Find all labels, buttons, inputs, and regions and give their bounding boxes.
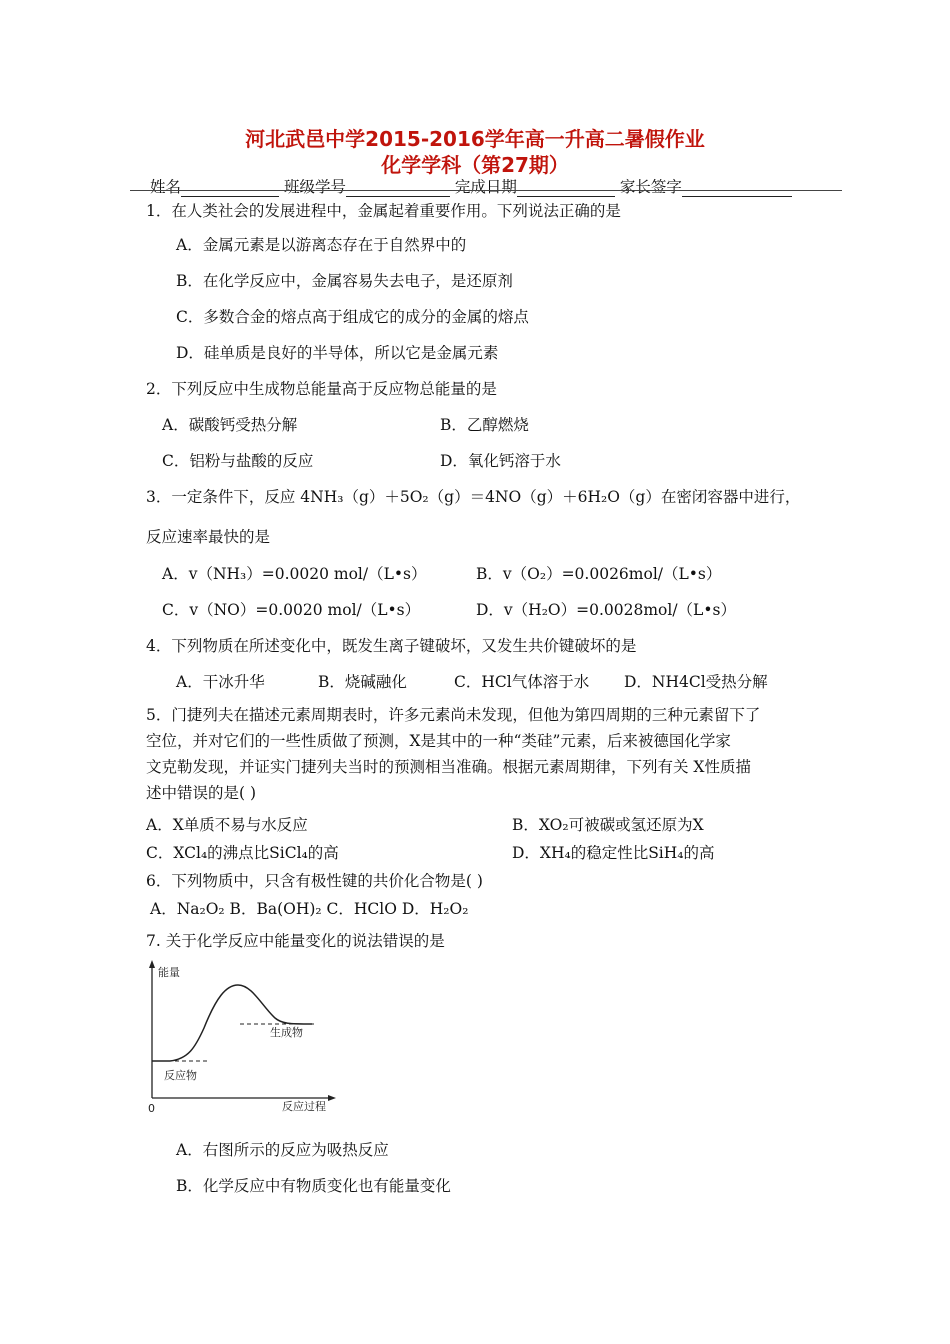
q7-option-b[interactable]: B．化学反应中有物质变化也有能量变化 <box>176 1177 451 1195</box>
date-field-label: 完成日期 <box>454 178 517 196</box>
q3-option-d[interactable]: D．v（H₂O）=0.0028mol/（L•s） <box>476 601 736 619</box>
name-field-blank[interactable] <box>181 180 279 197</box>
q1-option-a[interactable]: A．金属元素是以游离态存在于自然界中的 <box>176 236 467 254</box>
q4-option-c[interactable]: C．HCl气体溶于水 <box>454 673 590 691</box>
q5-option-b[interactable]: B．XO₂可被碳或氢还原为X <box>512 816 704 834</box>
question-7-stem: 7. 关于化学反应中能量变化的说法错误的是 <box>146 932 445 950</box>
question-5-stem-line3: 文克勒发现，并证实门捷列夫当时的预测相当准确。根据元素周期律，下列有关 X性质描 <box>146 758 751 776</box>
q7-option-a[interactable]: A．右图所示的反应为吸热反应 <box>176 1141 389 1159</box>
student-info-row <box>150 175 792 197</box>
class-field-blank[interactable] <box>346 180 450 197</box>
parent-sign-label: 家长签字 <box>619 178 682 196</box>
q6-options[interactable]: A．Na₂O₂ B．Ba(OH)₂ C．HClO D．H₂O₂ <box>150 900 469 918</box>
q5-option-c[interactable]: C．XCl₄的沸点比SiCl₄的高 <box>146 844 339 862</box>
origin-label: 0 <box>148 1102 155 1115</box>
header-rule <box>130 190 842 191</box>
question-6-stem: 6．下列物质中，只含有极性键的共价化合物是( ) <box>146 872 483 890</box>
energy-curve <box>152 985 312 1061</box>
q1-option-b[interactable]: B．在化学反应中，金属容易失去电子，是还原剂 <box>176 272 513 290</box>
x-axis-arrow-icon <box>328 1095 336 1101</box>
q1-option-d[interactable]: D．硅单质是良好的半导体，所以它是金属元素 <box>176 344 499 362</box>
q1-option-c[interactable]: C．多数合金的熔点高于组成它的成分的金属的熔点 <box>176 308 529 326</box>
product-label: 生成物 <box>270 1026 303 1039</box>
question-5-stem-line1: 5．门捷列夫在描述元素周期表时，许多元素尚未发现，但他为第四周期的三种元素留下了 <box>146 706 761 724</box>
page-subtitle: 化学学科（第27期） <box>381 153 569 177</box>
question-3-stem-line2: 反应速率最快的是 <box>146 528 271 546</box>
q5-option-d[interactable]: D．XH₄的稳定性比SiH₄的高 <box>512 844 715 862</box>
q4-option-b[interactable]: B．烧碱融化 <box>318 673 407 691</box>
q3-option-b[interactable]: B．v（O₂）=0.0026mol/（L•s） <box>476 565 722 583</box>
page-title: 河北武邑中学2015-2016学年高一升高二暑假作业 <box>245 127 705 151</box>
q2-option-b[interactable]: B．乙醇燃烧 <box>440 416 529 434</box>
question-5-stem-line4: 述中错误的是( ) <box>146 784 257 802</box>
q3-option-a[interactable]: A．v（NH₃）=0.0020 mol/（L•s） <box>162 565 427 583</box>
class-field-label: 班级学号 <box>283 178 346 196</box>
q2-option-a[interactable]: A．碳酸钙受热分解 <box>162 416 298 434</box>
q5-option-a[interactable]: A．X单质不易与水反应 <box>146 816 308 834</box>
y-axis-arrow-icon <box>149 960 155 968</box>
q4-option-a[interactable]: A．干冰升华 <box>176 673 265 691</box>
q2-option-d[interactable]: D．氧化钙溶于水 <box>440 452 561 470</box>
q4-option-d[interactable]: D．NH4Cl受热分解 <box>624 673 768 691</box>
question-2-stem: 2．下列反应中生成物总能量高于反应物总能量的是 <box>146 380 497 398</box>
question-3-stem-line1: 3．一定条件下，反应 4NH₃（g）＋5O₂（g）＝4NO（g）＋6H₂O（g）在密闭容器中进行， <box>146 488 801 506</box>
parent-sign-blank[interactable] <box>682 180 792 197</box>
question-5-stem-line2: 空位，并对它们的一些性质做了预测，X是其中的一种“类硅”元素，后来被德国化学家 <box>146 732 731 750</box>
date-field-blank[interactable] <box>517 180 615 197</box>
y-axis-label: 能量 <box>158 966 180 979</box>
x-axis-label: 反应过程 <box>282 1100 326 1113</box>
question-4-stem: 4．下列物质在所述变化中，既发生离子键破坏，又发生共价键破坏的是 <box>146 637 637 655</box>
q3-option-c[interactable]: C．v（NO）=0.0020 mol/（L•s） <box>162 601 421 619</box>
energy-diagram <box>140 958 340 1118</box>
reactant-label: 反应物 <box>164 1069 197 1082</box>
name-field-label: 姓名 <box>150 178 182 196</box>
question-1-stem: 1．在人类社会的发展进程中，金属起着重要作用。下列说法正确的是 <box>146 202 621 220</box>
q2-option-c[interactable]: C．铝粉与盐酸的反应 <box>162 452 314 470</box>
